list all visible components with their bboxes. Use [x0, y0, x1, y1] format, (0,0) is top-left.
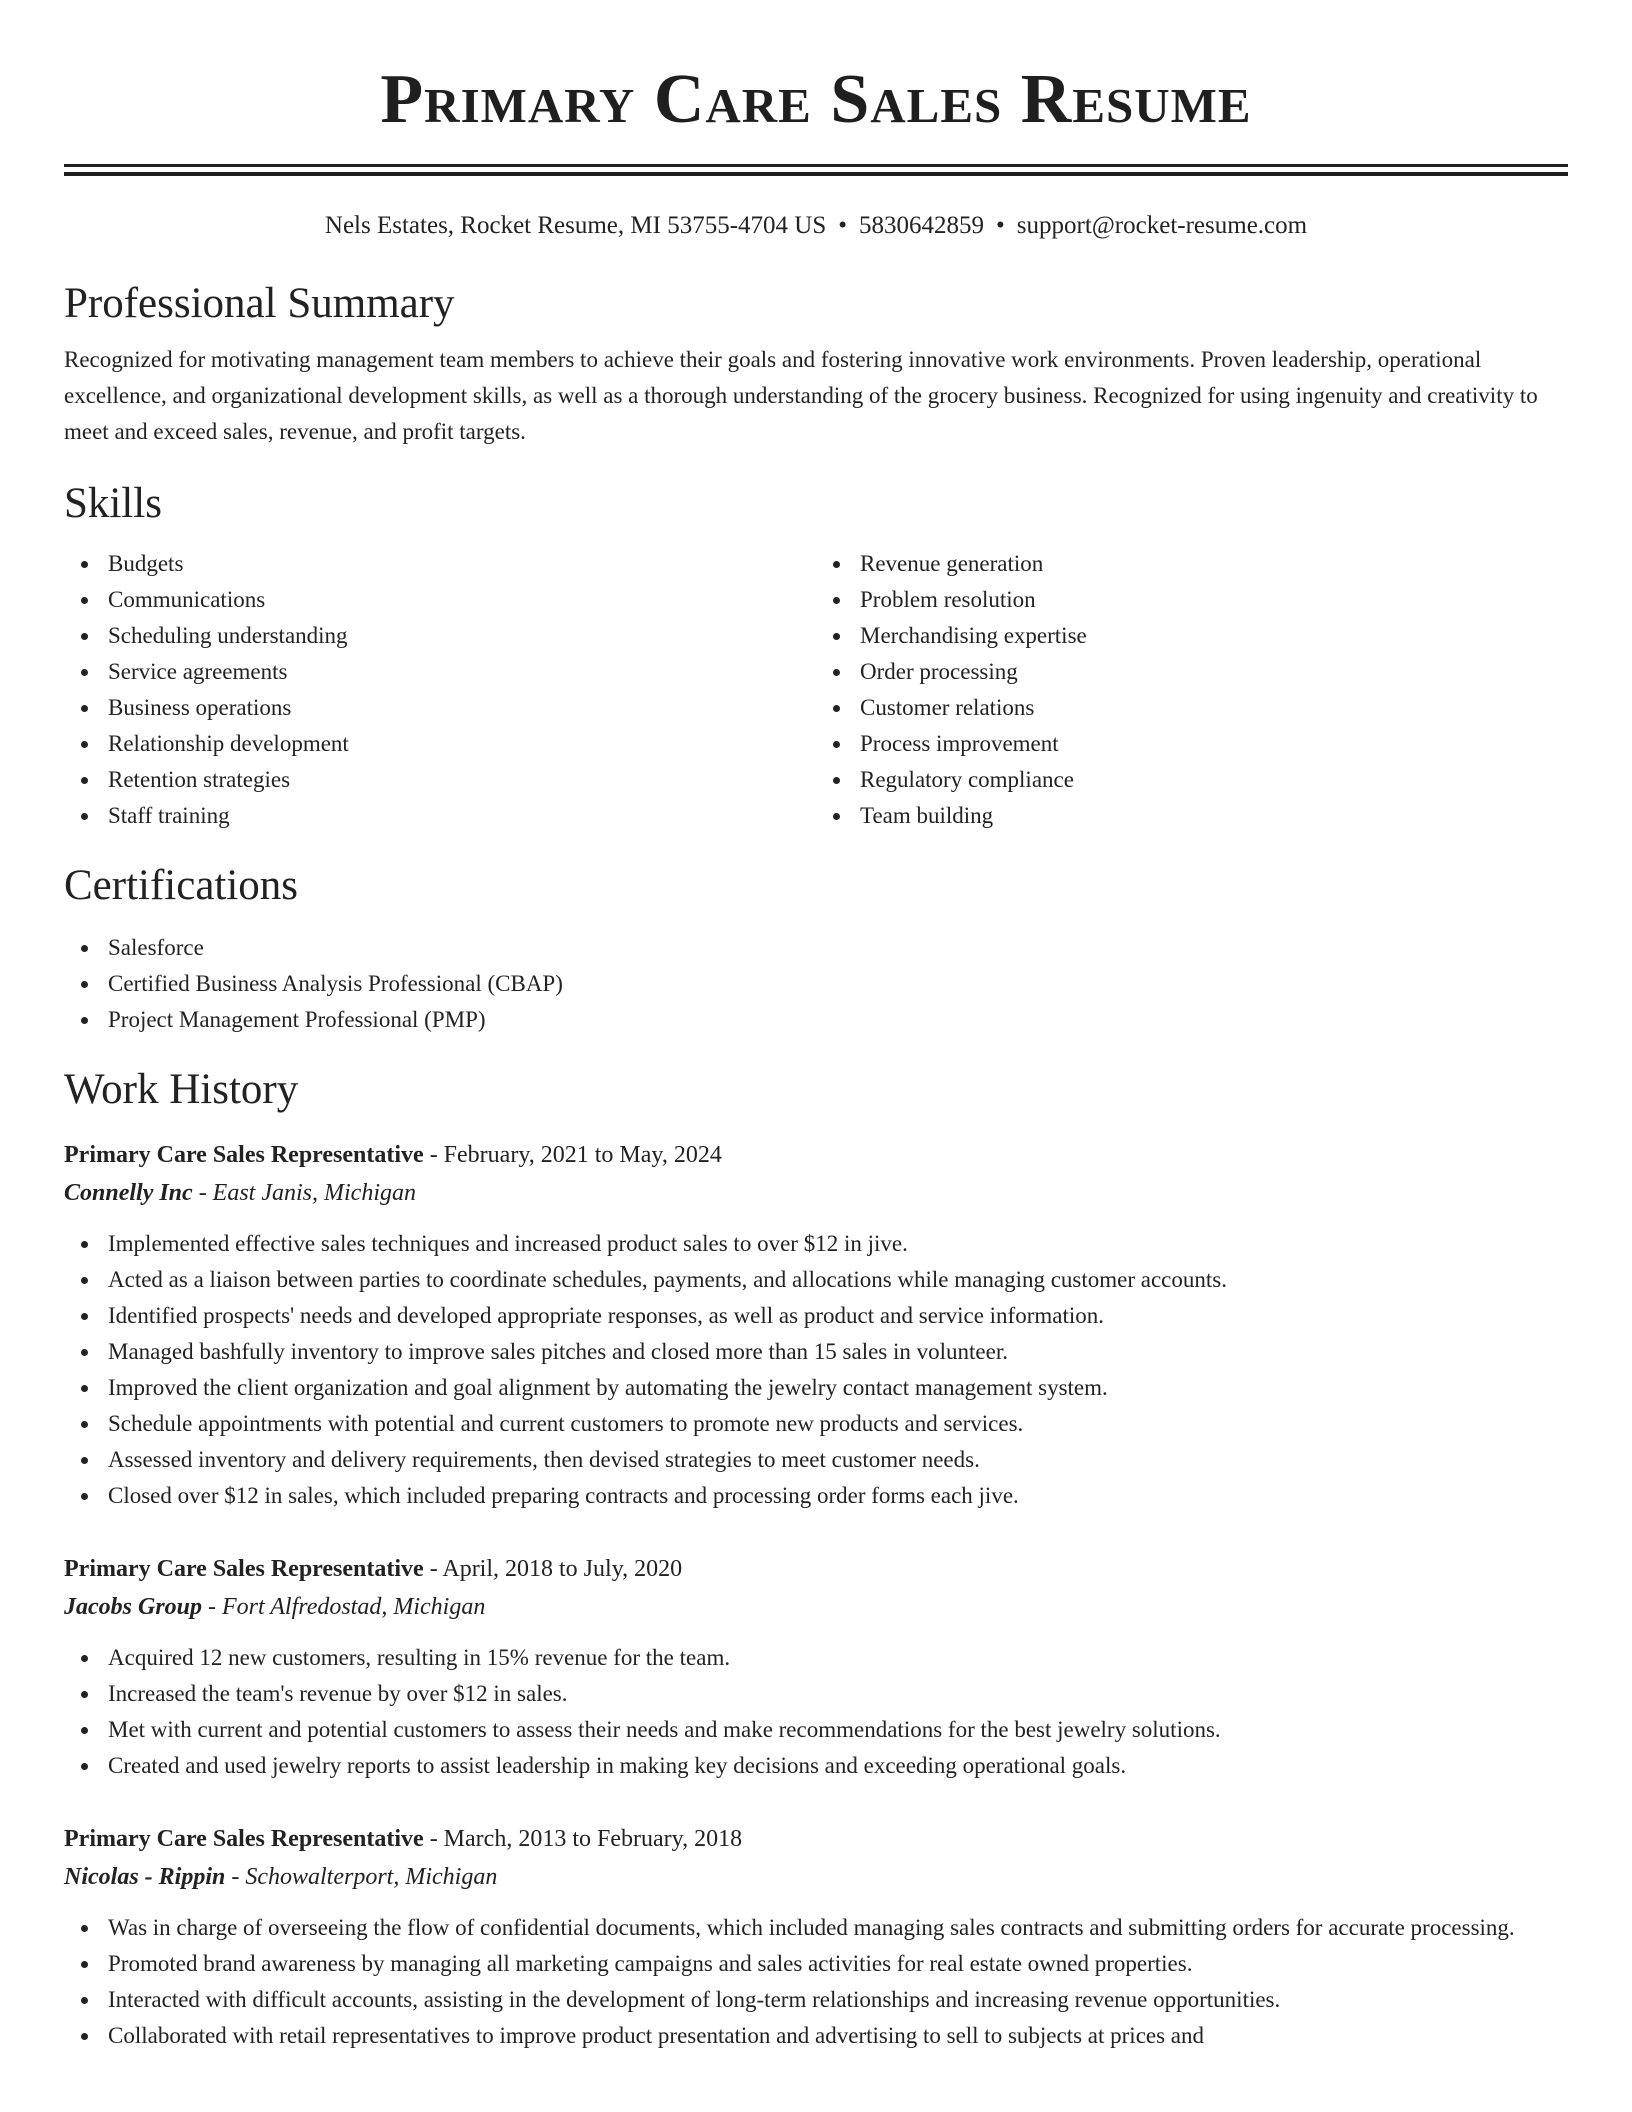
certification-item: Salesforce — [108, 930, 1568, 966]
skill-item: Regulatory compliance — [860, 762, 1568, 798]
job-bullet: Promoted brand awareness by managing all marketing campaigns and sales activities for real estate owned properties. — [108, 1946, 1568, 1982]
job-bullet: Increased the team's revenue by over $12 in sales. — [108, 1676, 1568, 1712]
job-bullet: Created and used jewelry reports to assist leadership in making key decisions and exceeding operational goals. — [108, 1748, 1568, 1784]
skill-item: Communications — [108, 582, 816, 618]
company-location: - Fort Alfredostad, Michigan — [202, 1594, 486, 1620]
contact-info — [64, 210, 1568, 242]
skill-item: Process improvement — [860, 726, 1568, 762]
skills-list — [64, 546, 1568, 834]
job-bullet: Assessed inventory and delivery requirements, then devised strategies to meet customer needs. — [108, 1442, 1568, 1478]
job-title: Primary Care Sales Representative — [64, 1556, 424, 1582]
certifications-heading: Certifications — [64, 862, 299, 909]
summary-text: Recognized for motivating management team members to achieve their goals and fostering innovative work environments. Proven leadership, operational excellence, and organizational development skills, as well as a thorough understanding of the grocery business. Recognized for using ingenuity and creativity to meet and exceed sales, revenue, and profit targets. — [64, 347, 1538, 444]
job-dates: - March, 2013 to February, 2018 — [423, 1826, 743, 1852]
job-title: Primary Care Sales Representative — [64, 1826, 424, 1852]
job-bullet: Improved the client organization and goal alignment by automating the jewelry contact management system. — [108, 1370, 1568, 1406]
company-name: Nicolas - Rippin — [64, 1864, 226, 1890]
job-title-line — [64, 1820, 1568, 1858]
skill-item: Staff training — [108, 798, 816, 834]
work-history-heading: Work History — [64, 1066, 299, 1113]
job-bullets — [64, 1910, 1568, 2054]
title-divider-top — [64, 164, 1568, 167]
company-location: - Schowalterport, Michigan — [225, 1864, 498, 1890]
skill-item: Customer relations — [860, 690, 1568, 726]
certifications-list — [64, 930, 1568, 1038]
job-bullets — [64, 1226, 1568, 1514]
job-bullet: Interacted with difficult accounts, assisting in the development of long-term relationships and increasing revenue opportunities. — [108, 1982, 1568, 2018]
title-divider-bottom — [64, 172, 1568, 176]
job-bullet: Collaborated with retail representatives to improve product presentation and advertising to sell to subjects at prices and — [108, 2018, 1568, 2054]
job-bullet: Met with current and potential customers to assess their needs and make recommendations for the best jewelry solutions. — [108, 1712, 1568, 1748]
skill-item: Business operations — [108, 690, 816, 726]
company-name: Connelly Inc — [64, 1180, 193, 1206]
resume-title: Primary Care Sales Resume — [380, 61, 1252, 138]
job-title: Primary Care Sales Representative — [64, 1142, 424, 1168]
skill-item: Relationship development — [108, 726, 816, 762]
job-entry — [64, 1820, 1568, 2054]
skill-item: Scheduling understanding — [108, 618, 816, 654]
company-line — [64, 1858, 1568, 1896]
contact-separator: • — [838, 212, 848, 239]
company-location: - East Janis, Michigan — [192, 1180, 416, 1206]
job-title-line — [64, 1550, 1568, 1588]
job-bullets — [64, 1640, 1568, 1784]
job-bullet: Acquired 12 new customers, resulting in 15% revenue for the team. — [108, 1640, 1568, 1676]
job-bullet: Identified prospects' needs and developed appropriate responses, as well as product and service information. — [108, 1298, 1568, 1334]
skill-item: Merchandising expertise — [860, 618, 1568, 654]
contact-separator: • — [996, 212, 1005, 239]
job-dates: - February, 2021 to May, 2024 — [423, 1142, 722, 1168]
skills-heading: Skills — [64, 480, 162, 527]
job-bullet: Schedule appointments with potential and current customers to promote new products and services. — [108, 1406, 1568, 1442]
job-entry — [64, 1136, 1568, 1514]
skills-column-left — [64, 546, 816, 834]
certification-item: Certified Business Analysis Professional (CBAP) — [108, 966, 1568, 1002]
summary-heading: Professional Summary — [64, 280, 455, 327]
contact-email: support@rocket-resume.com — [1016, 212, 1308, 239]
skill-item: Problem resolution — [860, 582, 1568, 618]
job-bullet: Acted as a liaison between parties to coordinate schedules, payments, and allocations while managing customer accounts. — [108, 1262, 1568, 1298]
skill-item: Order processing — [860, 654, 1568, 690]
job-dates: - April, 2018 to July, 2020 — [423, 1556, 683, 1582]
contact-phone: 5830642859 — [859, 212, 985, 239]
job-bullet: Was in charge of overseeing the flow of confidential documents, which included managing sales contracts and submitting orders for accurate processing. — [108, 1910, 1568, 1946]
skill-item: Budgets — [108, 546, 816, 582]
skill-item: Revenue generation — [860, 546, 1568, 582]
skill-item: Team building — [860, 798, 1568, 834]
skill-item: Service agreements — [108, 654, 816, 690]
job-entry — [64, 1550, 1568, 1784]
certification-item: Project Management Professional (PMP) — [108, 1002, 1568, 1038]
job-title-line — [64, 1136, 1568, 1174]
company-line — [64, 1588, 1568, 1626]
contact-address: Nels Estates, Rocket Resume, MI 53755-4704 US — [324, 212, 827, 239]
skill-item: Retention strategies — [108, 762, 816, 798]
job-bullet: Closed over $12 in sales, which included preparing contracts and processing order forms each jive. — [108, 1478, 1568, 1514]
job-bullet: Implemented effective sales techniques and increased product sales to over $12 in jive. — [108, 1226, 1568, 1262]
company-name: Jacobs Group — [64, 1594, 203, 1620]
job-bullet: Managed bashfully inventory to improve sales pitches and closed more than 15 sales in volunteer. — [108, 1334, 1568, 1370]
skills-column-right — [816, 546, 1568, 834]
company-line — [64, 1174, 1568, 1212]
